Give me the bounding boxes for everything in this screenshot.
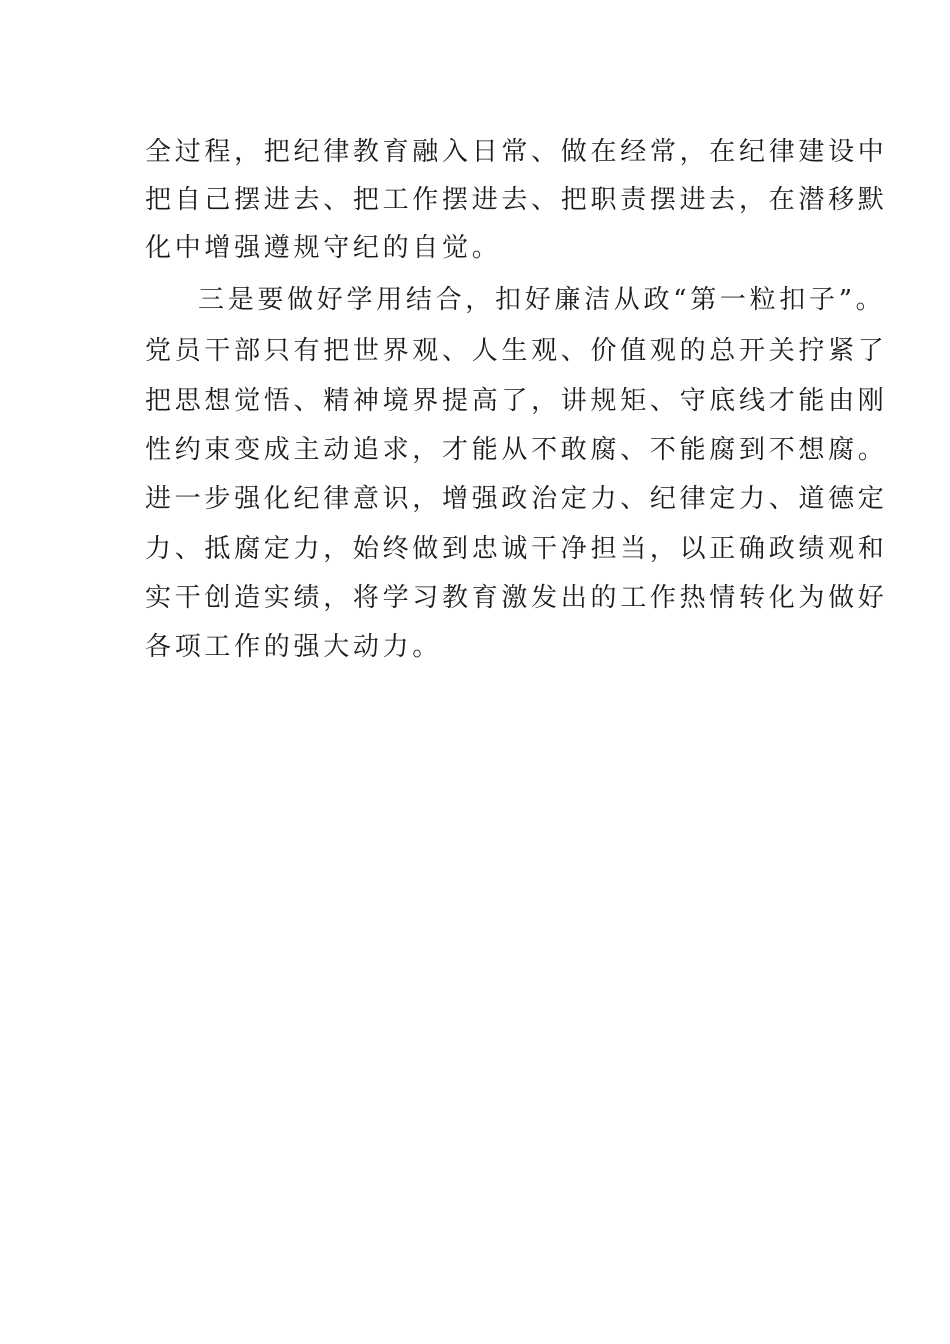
paragraph-2-line-4: 性约束变成主动追求，才能从不敢腐、不能腐到不想腐。 xyxy=(145,435,888,465)
paragraph-2-line-1: 三是要做好学用结合，扣好廉洁从政“第一粒扣子”。 xyxy=(198,285,886,315)
paragraph-1-line-2: 把自己摆进去、把工作摆进去、把职责摆进去，在潜移默 xyxy=(145,185,888,215)
paragraph-1-line-3: 化中增强遵规守纪的自觉。 xyxy=(145,233,502,263)
paragraph-2-line-5: 进一步强化纪律意识，增强政治定力、纪律定力、道德定 xyxy=(145,484,888,514)
paragraph-2-line-8: 各项工作的强大动力。 xyxy=(145,632,443,662)
paragraph-2-line-2: 党员干部只有把世界观、人生观、价值观的总开关拧紧了 xyxy=(145,336,888,366)
paragraph-2-line-6: 力、抵腐定力，始终做到忠诚干净担当，以正确政绩观和 xyxy=(145,534,888,564)
paragraph-1-line-1: 全过程，把纪律教育融入日常、做在经常，在纪律建设中 xyxy=(145,137,888,167)
paragraph-2-line-3: 把思想觉悟、精神境界提高了，讲规矩、守底线才能由刚 xyxy=(145,386,888,416)
paragraph-2-line-7: 实干创造实绩，将学习教育激发出的工作热情转化为做好 xyxy=(145,583,888,613)
